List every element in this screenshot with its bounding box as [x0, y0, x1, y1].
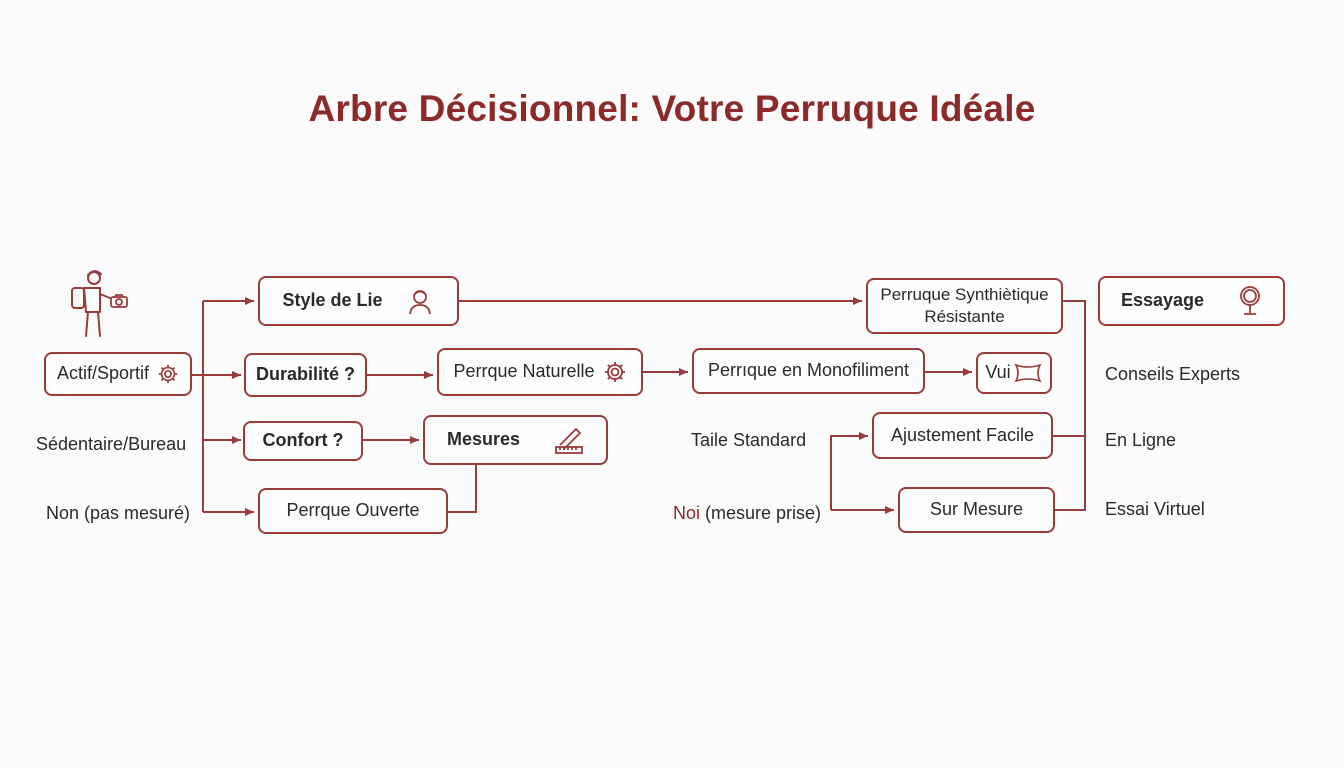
node-monofilament	[692, 348, 925, 394]
synth-line1: Perruque Synthiètique	[880, 284, 1049, 304]
person-icon	[405, 286, 435, 316]
node-perruque-ouverte	[258, 488, 448, 534]
diagram-title: Arbre Décisionnel: Votre Perruque Idéale	[308, 88, 1036, 129]
gear-icon	[157, 363, 179, 385]
monofil-label: Perrıque en Monofiliment	[707, 360, 910, 381]
node-essayage	[1098, 276, 1285, 326]
node-style	[258, 276, 459, 326]
gear-icon	[603, 360, 627, 384]
label-conseils: Conseils Experts	[1105, 364, 1241, 384]
node-actif-sportif	[44, 352, 192, 396]
node-ajustement	[872, 412, 1053, 459]
pillow-icon	[1013, 362, 1043, 384]
node-sur-mesure	[898, 487, 1055, 533]
node-durabilite	[244, 353, 367, 397]
label-en-ligne: En Ligne	[1105, 430, 1177, 450]
ouverte-label: Perrque Ouverte	[286, 500, 420, 521]
essayage-label: Essayage	[1120, 290, 1205, 311]
label-non: Non (pas mesuré)	[46, 503, 191, 523]
label-noi	[673, 503, 821, 524]
camera-icon	[110, 294, 128, 313]
node-synthetique	[866, 278, 1063, 334]
mirror-icon	[1238, 285, 1262, 317]
durabilite-label: Durabilité ?	[255, 364, 355, 385]
noi-rest: (mesure prise)	[700, 503, 822, 523]
naturelle-label: Perrque Naturelle	[453, 361, 595, 382]
label-taille: Taile Standard	[691, 430, 807, 450]
confort-label: Confort ?	[262, 430, 344, 451]
label-sedentaire: Sédentaire/Bureau	[36, 434, 187, 454]
label-essai: Essai Virtuel	[1105, 499, 1205, 519]
node-mesures	[423, 415, 608, 465]
actif-label: Actif/Sportif	[56, 363, 150, 384]
oui-label: Vui	[985, 362, 1011, 383]
mesures-label: Mesures	[446, 429, 521, 450]
node-oui	[976, 352, 1052, 394]
node-perruque-naturelle	[437, 348, 643, 396]
noi-prefix: Noi	[673, 503, 701, 523]
ruler-icon	[554, 425, 584, 455]
style-label: Style de Lie	[282, 290, 383, 311]
synth-line2: Résistante	[924, 307, 1005, 326]
sur-mesure-label: Sur Mesure	[929, 499, 1024, 520]
node-confort	[243, 421, 363, 461]
ajustement-label: Ajustement Facile	[890, 424, 1035, 445]
